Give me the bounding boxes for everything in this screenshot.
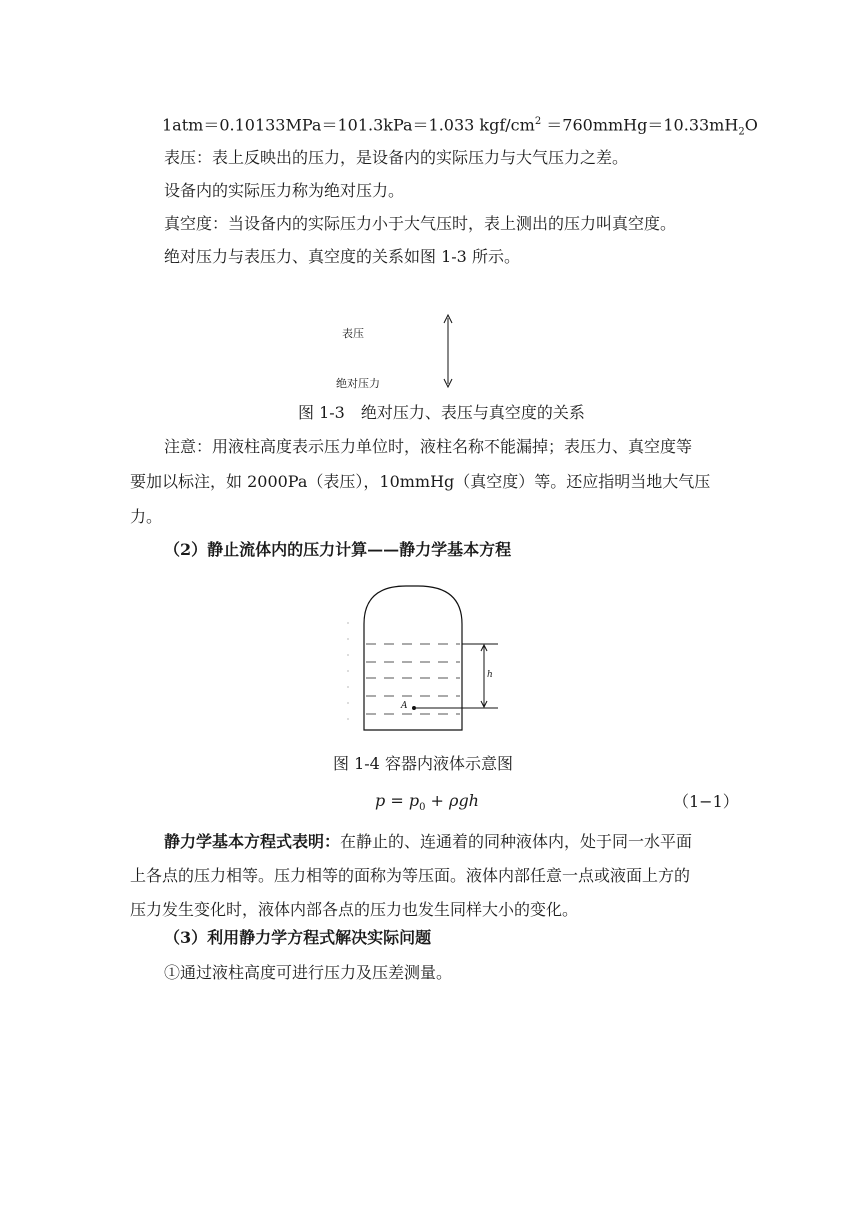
statement-line-3: 压力发生变化时，液体内部各点的压力也发生同样大小的变化。: [130, 900, 579, 919]
fig14-container-diagram: [340, 580, 500, 740]
units-conversion-line: [162, 112, 758, 143]
equation-number: （1−1）: [673, 792, 739, 811]
fig13-caption: 图 1-3 绝对压力、表压与真空度的关系: [298, 403, 585, 422]
units-text-2: ＝760mmHg＝10.33mH: [541, 115, 739, 135]
note-line-2: 要加以标注，如 2000Pa（表压），10mmHg（真空度）等。还应指明当地大气压: [130, 472, 711, 491]
eq-p0-sub: 0: [419, 802, 426, 814]
eq-rho-g-h: ρgh: [449, 791, 479, 810]
absolute-pressure-definition: 设备内的实际压力称为绝对压力。: [164, 181, 405, 200]
note-line-1: 注意：用液柱高度表示压力单位时，液柱名称不能漏掉；表压力、真空度等: [164, 437, 693, 456]
units-text-3: O: [744, 115, 758, 135]
item-1: ①通过液柱高度可进行压力及压差测量。: [164, 963, 453, 982]
statement-bold: 静力学基本方程式表明：: [164, 832, 341, 851]
gauge-pressure-definition: 表压：表上反映出的压力，是设备内的实际压力与大气压力之差。: [164, 148, 629, 167]
relation-sentence: 绝对压力与表压力、真空度的关系如图 1-3 所示。: [164, 247, 520, 266]
eq-equals: =: [385, 791, 409, 810]
statement-line-1: [164, 832, 692, 852]
eq-p0: p: [408, 791, 420, 810]
units-text-1: 1atm＝0.10133MPa＝101.3kPa＝1.033 kgf/cm: [162, 115, 535, 135]
hydrostatic-equation: [375, 791, 479, 818]
fig13-label-absolute: 绝对压力: [336, 377, 380, 390]
units-sup: 2: [534, 116, 542, 127]
statement-rest: 在静止的、连通着的同种液体内，处于同一水平面: [340, 832, 693, 851]
fig13-double-arrow: [438, 312, 458, 392]
fig14-caption: 图 1-4 容器内液体示意图: [333, 754, 513, 773]
fig13-label-gauge: 表压: [342, 327, 364, 340]
eq-plus: +: [425, 791, 450, 810]
note-line-3: 力。: [130, 507, 163, 526]
section-2-heading: （2）静止流体内的压力计算——静力学基本方程: [164, 540, 512, 559]
units-sub: 2: [738, 126, 745, 138]
eq-p: p: [375, 791, 386, 810]
fig14-label-a: A: [401, 701, 408, 711]
vacuum-definition: 真空度：当设备内的实际压力小于大气压时，表上测出的压力叫真空度。: [164, 214, 677, 233]
statement-line-2: 上各点的压力相等。压力相等的面称为等压面。液体内部任意一点或液面上方的: [130, 866, 691, 885]
section-3-heading: （3）利用静力学方程式解决实际问题: [164, 928, 432, 947]
fig14-label-h: h: [487, 670, 493, 680]
